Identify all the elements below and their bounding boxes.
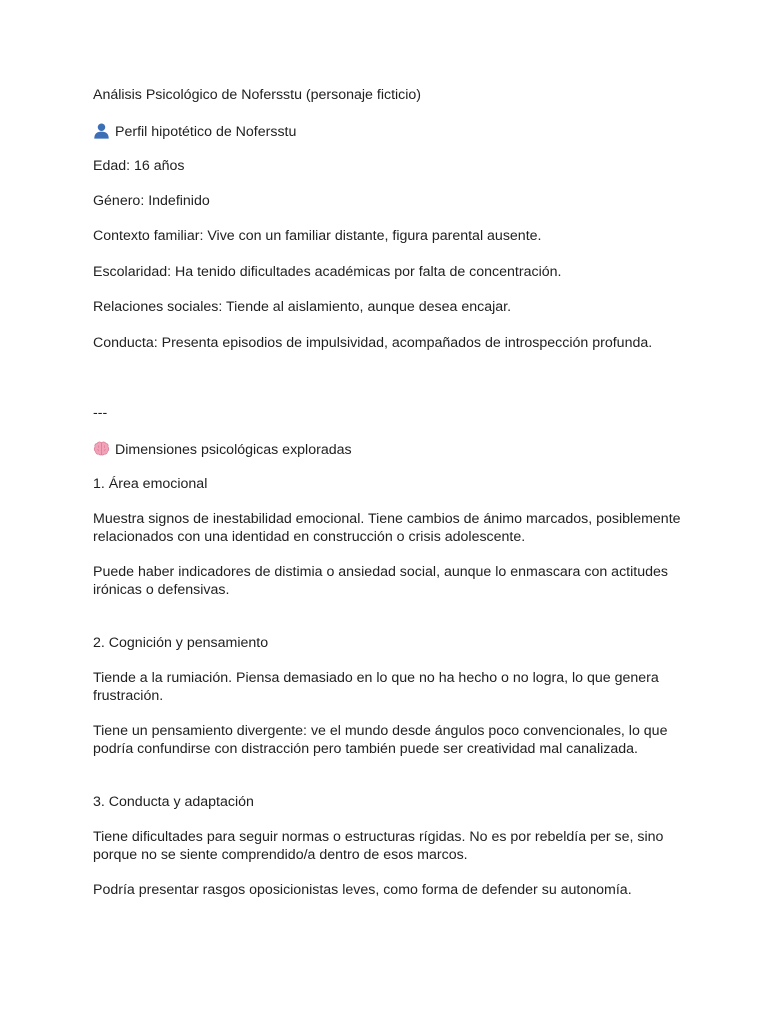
brain-icon	[93, 440, 110, 457]
section-emotional-paragraph-1: Muestra signos de inestabilidad emocional. Tiene cambios de ánimo marcados, posiblemente relacionados con una identidad en construcción o crisis adolescente.	[93, 511, 681, 545]
section-conduct-paragraph-1: Tiene dificultades para seguir normas o estructuras rígidas. No es por rebeldía per se, sino porque no se siente comprendido/a dentro de esos marcos.	[93, 829, 664, 863]
section-conduct-paragraph-2: Podría presentar rasgos oposicionistas leves, como forma de defender su autonomía.	[93, 882, 632, 898]
section-heading-conduct: 3. Conducta y adaptación	[93, 794, 254, 810]
profile-heading-line	[93, 122, 296, 142]
dimensions-heading-line	[93, 440, 352, 460]
profile-item-conduct: Conducta: Presenta episodios de impulsividad, acompañados de introspección profunda.	[93, 335, 653, 351]
section-heading-emotional: 1. Área emocional	[93, 476, 208, 492]
dimensions-heading: Dimensiones psicológicas exploradas	[115, 442, 352, 458]
section-heading-cognition: 2. Cognición y pensamiento	[93, 635, 269, 651]
section-separator: ---	[93, 405, 108, 421]
section-cognition-paragraph-1: Tiende a la rumiación. Piensa demasiado en lo que no ha hecho o no logra, lo que genera frustración.	[93, 670, 659, 704]
section-cognition-paragraph-2: Tiene un pensamiento divergente: ve el mundo desde ángulos poco convencionales, lo que podría confundirse con distracción pero también puede ser creatividad mal canalizada.	[93, 723, 668, 757]
profile-item-schooling: Escolaridad: Ha tenido dificultades académicas por falta de concentración.	[93, 264, 562, 280]
document-title: Análisis Psicológico de Nofersstu (personaje ficticio)	[93, 87, 422, 103]
profile-item-family-context: Contexto familiar: Vive con un familiar distante, figura parental ausente.	[93, 228, 542, 244]
person-silhouette-icon	[93, 122, 110, 139]
profile-item-age: Edad: 16 años	[93, 158, 185, 174]
section-emotional-paragraph-2: Puede haber indicadores de distimia o ansiedad social, aunque lo enmascara con actitudes irónicas o defensivas.	[93, 564, 668, 598]
profile-item-gender: Género: Indefinido	[93, 193, 210, 209]
profile-item-social-relations: Relaciones sociales: Tiende al aislamiento, aunque desea encajar.	[93, 299, 512, 315]
profile-heading: Perfil hipotético de Nofersstu	[115, 124, 297, 140]
